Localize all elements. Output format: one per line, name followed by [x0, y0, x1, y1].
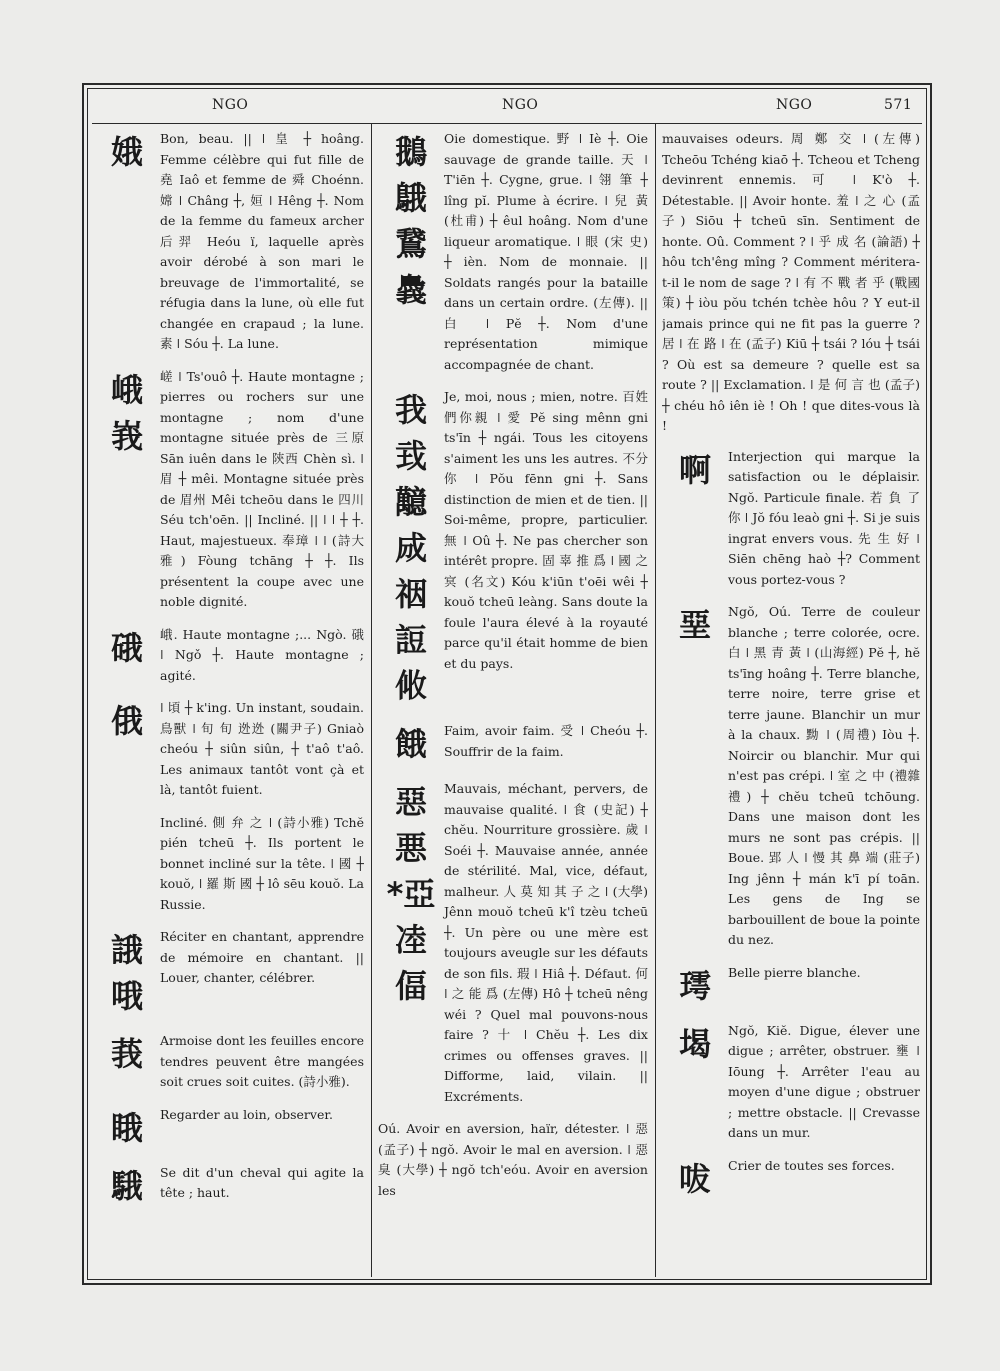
dictionary-entry	[94, 1163, 364, 1209]
entry-definition: 峨. Haute montagne ;... Ngò. 硪 ǀ Ngǒ ┼. Haute montagne ; agité.	[160, 626, 364, 683]
headword-group	[378, 387, 444, 709]
headword-character: 䄄	[394, 575, 427, 613]
headword-character: 餓	[394, 725, 427, 763]
headword-group	[94, 927, 160, 1019]
dictionary-entry	[662, 447, 920, 591]
headword-group	[378, 721, 444, 767]
headword-character: 䛠	[394, 621, 427, 659]
entry-definition: Mauvais, méchant, pervers, de mauvaise qualité. ǀ 食 (史記) ┼ chĕu. Nourriture grossière. 歲 ǀ Soéi ┼. Mauvaise année, année de stérilité. Mal, vice, défaut, malheur. 人 莫 知 其 子 之 ǀ (大學) Jênn mouŏ tcheū k'î tzèu tcheū ┼. Un père ou une mère est toujours aveugle sur les défauts de son fils. 瑕 ǀ Hiâ ┼. Défaut. 何 ǀ 之 能 爲 (左傳) Hô ┼ tcheū nêng wéi ? Quel mal pouvons-nous faire ? 十 ǀ Chĕu ┼. Les dix crimes ou offenses graves. || Difforme, laid, vilain. || Excréments.	[444, 781, 648, 1104]
headword-character: 䳘	[394, 179, 427, 217]
headword-group	[94, 367, 160, 613]
dictionary-entry	[94, 1105, 364, 1151]
headword-group	[94, 1031, 160, 1093]
headword-character: 堨	[678, 1024, 711, 1063]
column-2	[378, 129, 648, 1273]
headword-group	[94, 1105, 160, 1151]
entry-definition: Crier de toutes ses forces.	[728, 1157, 895, 1173]
entry-definition: Faim, avoir faim. 受 ǀ Cheóu ┼. Souffrir de la faim.	[444, 723, 648, 759]
entry-definition: Belle pierre blanche.	[728, 964, 861, 980]
headword-group	[94, 698, 160, 801]
dictionary-page	[82, 83, 932, 1285]
entry-definition: 嵯 ǀ Ts'ouô ┼. Haute montagne ; pierres ou rochers sur une montagne ; nom d'une montagne située près de 三原 Sān iuên dans le 陝西 Chèn sì. ǀ 眉 ┼ mêi. Montagne située près de 眉州 Mêi tcheōu dans le 四川 Séu tch'oēn. || Incliné. || ǀ ǀ ┼ ┼. Haut, majestueux. 奉璋 ǀ ǀ (詩大雅) Fòung tchāng ┼ ┼. Ils présentent la coupe avec une noble dignité.	[160, 368, 364, 609]
dictionary-entry	[94, 813, 364, 916]
dictionary-entry	[378, 721, 648, 767]
headword-group	[94, 129, 160, 355]
headword-character: 騀	[110, 1166, 143, 1205]
header-left: NGO	[212, 97, 249, 113]
headword-character: 㦱	[394, 437, 427, 475]
headword-group	[94, 625, 160, 687]
entry-continuation: mauvaises odeurs. 周 鄭 交 ǀ (左傳) Tcheōu Tchéng kiaō ┼. Tcheou et Tcheng devinrent ennemis. 可 ǀ K'ò ┼. Détestable. || Avoir honte. 羞 ǀ 之 心 (孟子) Siōu ┼ tcheū sīn. Sentiment de honte. Oû. Comment ? ǀ 乎 成 名 (論語) ┼ hôu tch'êng mîng ? Comment méritera-t-il le nom de sage ? ǀ 有 不 戰 者 乎 (戰國策) ┼ iòu pŏu tchén tchèe hôu ? Y eut-il jamais prince qui ne fit pas la guerre ? 居 ǀ 在 路 ǀ 在 (孟子) Kiū ┼ tsái ? lóu ┼ tsái ? Où est sa demeure ? quelle est sa route ? || Exclamation. ǀ 是 何 言 也 (孟子) ┼ chéu hô iên iè ! Oh ! que dites-vous là !	[662, 131, 920, 433]
headword-character: *亞	[386, 875, 436, 913]
entry-continuation: Oú. Avoir en aversion, haïr, détester. ǀ 惡 (孟子) ┼ ngŏ. Avoir le mal en aversion. ǀ 惡 臭 (大學) ┼ ngŏ tch'eóu. Avoir en aversion les	[378, 1121, 648, 1198]
dictionary-entry	[94, 129, 364, 355]
headword-group	[94, 813, 160, 916]
dictionary-entry	[94, 698, 364, 801]
column-1	[94, 129, 364, 1273]
entry-definition: Ngŏ, Oú. Terre de couleur blanche ; terre colorée, ocre. 白 ǀ 黑 青 黃 ǀ (山海經) Pĕ ┼, hĕ ts'īng hoâng ┼. Terre blanche, terre noire, terre grise et terre jaune. Blanchir un mur à la chaux. 黝 ǀ (周禮) Iòu ┼. Noircir ou blanchir. Mur qui n'est pas crépi. ǀ 室 之 中 (禮雜禮) ┼ chĕu tcheū tchōung. Dans une maison dont les murs ne sont pas crépis. || Boue. 郢 人 ǀ 慢 其 鼻 端 (莊子) Ing jênn ┼ mán k'ī pí toān. Les gens de Ing se barbouillent de boue la pointe du nez.	[728, 604, 920, 947]
headword-character: 啊	[678, 450, 711, 489]
headword-character: 䖁	[394, 483, 427, 521]
column-3	[662, 129, 920, 1273]
headword-character: 堊	[678, 606, 711, 644]
headword-group	[662, 963, 728, 1009]
headword-character: 㕹	[678, 1159, 711, 1198]
headword-group	[378, 129, 444, 375]
headword-character: 㻬	[678, 966, 711, 1005]
headword-group	[378, 779, 444, 1107]
entry-definition: Je, moi, nous ; mien, notre. 百姓們你親 ǀ 愛 Pĕ sing mênn gni ts'īn ┼ ngái. Tous les citoyens s'aiment les uns les autres. 不分你 ǀ Pŏu fēnn gni ┼. Sans distinction de mien et de tien. || Soi-même, propre, particulier. 無 ǀ Oû ┼. Ne pas chercher son intérêt propre. 固 辜 推 爲 ǀ 國 之 㝠 (名文) Kóu k'iūn t'oēi wêi ┼ kouŏ tcheū leàng. Sans doute la foule l'aura élevé à la royauté parce qu'il était homme de bien et du pays.	[444, 389, 648, 671]
column-divider-2	[655, 123, 656, 1277]
entry-definition: Regarder au loin, observer.	[160, 1106, 333, 1122]
headword-character: 𠈅	[394, 667, 427, 705]
header-center: NGO	[502, 97, 539, 113]
dictionary-entry	[662, 1156, 920, 1202]
headword-group	[662, 602, 728, 951]
headword-character: 娥	[110, 133, 143, 171]
headword-group	[94, 1163, 160, 1209]
headword-character: 俄	[110, 702, 143, 740]
entry-definition: Armoise dont les feuilles encore tendres peuvent être mangées soit crues soit cuites. (詩小雅).	[160, 1033, 364, 1089]
dictionary-entry	[378, 129, 648, 375]
page-number: 571	[884, 97, 913, 113]
headword-character: 𢦓	[394, 529, 427, 567]
dictionary-entry	[378, 779, 648, 1107]
dictionary-entry	[94, 1031, 364, 1093]
entry-definition: Réciter en chantant, apprendre de mémoire en chantant. || Louer, chanter, célébrer.	[160, 929, 364, 985]
entry-definition: Oie domestique. 野 ǀ Iè ┼. Oie sauvage de grande taille. 天 ǀ T'iēn ┼. Cygne, grue. ǀ 翎 筆 ┼ lîng pĭ. Plume à écrire. ǀ 兒 黃 (杜甫) ┼ êul hoâng. Nom d'une liqueur aromatique. ǀ 眼 (宋 史) ┼ ièn. Nom de monnaie. || Soldats rangés pour la bataille dans un certain ordre. (左傳). || 白 ǀ Pĕ ┼. Nom d'une représentation mimique accompagnée de chant.	[444, 131, 648, 372]
headword-character: 硪	[110, 628, 143, 667]
headword-character: 誐	[110, 931, 143, 969]
headword-group	[662, 447, 728, 591]
entry-definition: ǀ 頃 ┼ k'ing. Un instant, soudain. 鳥獸 ǀ 旬 旬 迯迯 (關尹子) Gniaò cheóu ┼ siûn siûn, ┼ t'aô t'aô. Les animaux tantôt vont çà et là, tantôt fuient.	[160, 700, 364, 797]
headword-character: 鵞	[394, 225, 427, 263]
headword-character: 䳗	[394, 271, 427, 309]
dictionary-entry	[94, 927, 364, 1019]
entry-definition: Interjection qui marque la satisfaction ou le déplaisir. Ngŏ. Particule finale. 若 負 了 你 ǀ Jŏ fóu leaò gni ┼. Si je suis ingrat envers vous. 先 生 好 ǀ Siēn chēng haò ┼? Comment vous portez-vous ?	[728, 448, 920, 587]
dictionary-entry	[94, 625, 364, 687]
headword-character: 莪	[110, 1035, 143, 1073]
headword-character: 偪	[394, 967, 427, 1005]
dictionary-entry	[662, 602, 920, 951]
dictionary-entry	[662, 1021, 920, 1144]
headword-character: 㓐	[394, 921, 427, 959]
entry-definition: Se dit d'un cheval qui agite la tête ; haut.	[160, 1164, 364, 1200]
headword-character: 哦	[110, 977, 143, 1015]
headword-character: 悪	[394, 829, 427, 867]
headword-character: 睋	[110, 1108, 143, 1147]
headword-group	[662, 1156, 728, 1202]
header-right: NGO	[776, 97, 813, 113]
entry-definition: Bon, beau. || ǀ 皇 ┼ hoâng. Femme célèbre qui fut fille de 堯 Iaô et femme de 舜 Choénn. 嫦 ǀ Châng ┼, 姮 ǀ Hêng ┼. Nom de la femme du fameux archer 后羿 Heóu ï, laquelle après avoir dérobé à son mari le breuvage de l'immortalité, se réfugia dans la lune, où elle fut changée en crapaud ; la lune. 素 ǀ Sóu ┼. La lune.	[160, 131, 364, 351]
column-divider-1	[371, 123, 372, 1277]
headword-character: 我	[394, 391, 427, 429]
dictionary-entry	[378, 387, 648, 709]
headword-character: 峨	[110, 370, 143, 409]
dictionary-entry	[662, 963, 920, 1009]
headword-character: 峩	[110, 416, 143, 455]
headword-group	[662, 1021, 728, 1144]
headword-character: 鵝	[394, 133, 427, 171]
header-rule	[92, 123, 922, 124]
entry-definition: Incliné. 側 弁 之 ǀ (詩小雅) Tchĕ pién tcheū ┼. Ils portent le bonnet incliné sur la tête. ǀ 國 ┼ kouŏ, ǀ 羅 斯 國 ┼ lô sēu kouŏ. La Russie.	[160, 814, 364, 912]
entry-definition: Ngŏ, Kiĕ. Digue, élever une digue ; arrêter, obstruer. 壅 ǀ Iōung ┼. Arrêter l'eau au moyen d'une digue ; obstruer ; mettre obstacle. || Crevasse dans un mur.	[728, 1022, 920, 1140]
dictionary-entry	[94, 367, 364, 613]
headword-character: 惡	[394, 783, 427, 821]
